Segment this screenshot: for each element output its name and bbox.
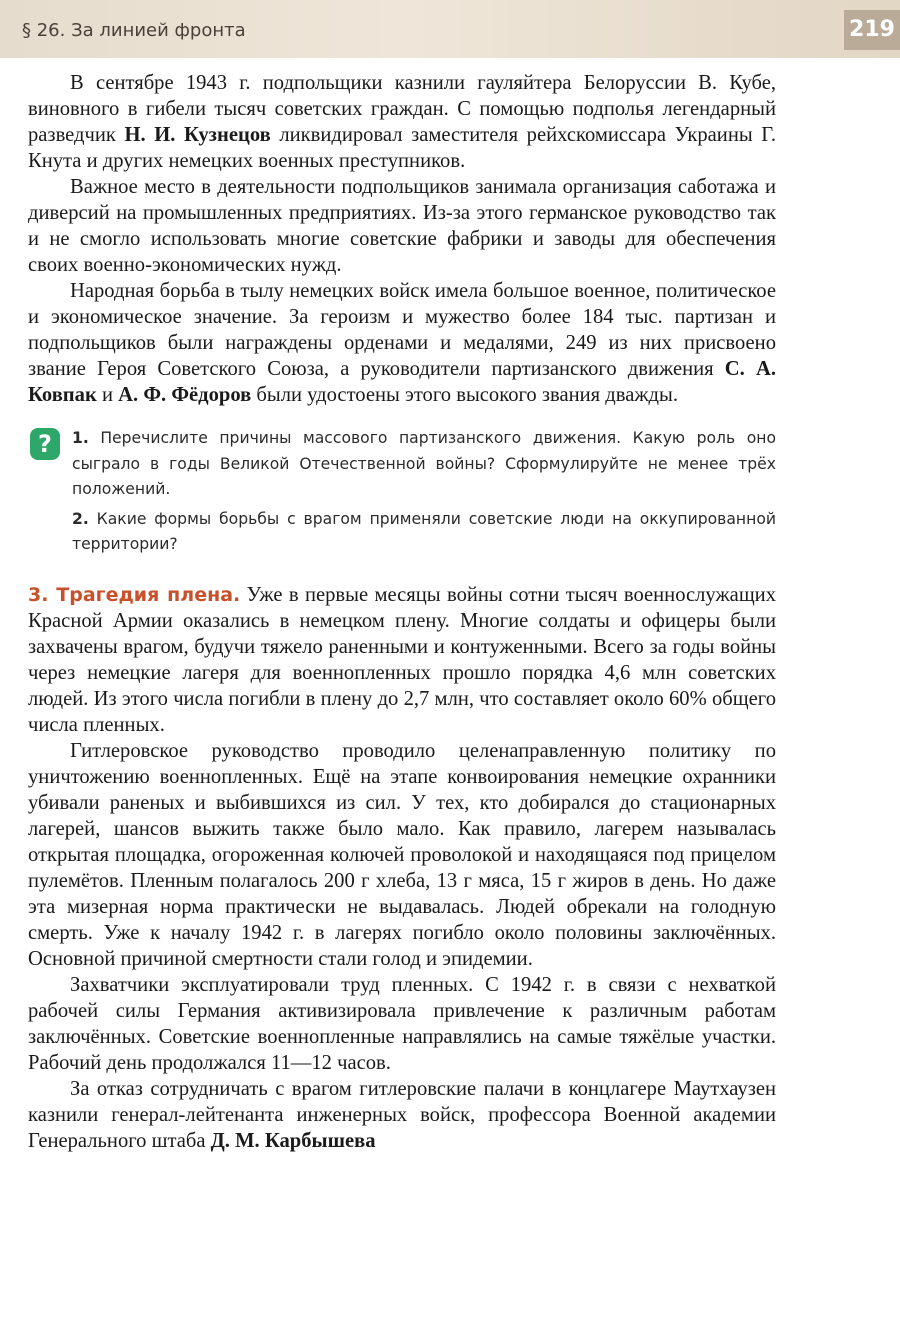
section-heading: 3. Трагедия плена. [28,583,241,606]
page-content [28,70,776,1154]
paragraph-text: Народная борьба в тылу немецких войск имела большое военное, политическое и экономическое значение. За героизм и мужество более 184 тыс. партизан и подпольщиков были награждены орденами и медалями, 249 из них присвоено звание Героя Советского Союза, а руководители партизанского движения [28,280,776,380]
paragraph-text: ликвидировал заместителя рейхскомиссара Украины Г. Кнута и других немецких военных преступников. [28,124,776,172]
question-number: 1. [72,429,89,447]
page-number: 219 [844,10,900,50]
paragraph-people-struggle [28,278,776,408]
bold-name: Д. М. Карбышева [210,1129,376,1152]
question-item [72,507,776,558]
bold-name: Н. И. Кузнецов [124,124,271,146]
paragraph-sabotage [28,174,776,278]
question-mark-icon: ? [30,428,60,460]
question-text: Какие формы борьбы с врагом применяли советские люди на оккупированной территории? [72,509,776,553]
section-title: § 26. За линией фронта [22,20,246,41]
question-item [72,426,776,503]
paragraph-extermination-policy [28,738,776,972]
paragraph-text: и [96,384,119,406]
bold-name: С. А. Ковпак [28,358,776,406]
paragraph-karbyshev [28,1076,776,1154]
paragraph-text: Уже в первые месяцы войны сотни тысяч военнослужащих Красной Армии оказались в немецком плену. Многие солдаты и офицеры были захвачены врагом, будучи тяжело раненными и контуженными. Всего за годы войны через немецкие лагеря для военнопленных прошло порядка 4,6 млн советских людей. Из этого числа погибли в плену до 2,7 млн, что составляет около 60% общего числа пленных. [28,583,776,736]
paragraph-captivity-intro [28,582,776,738]
paragraph-forced-labor [28,972,776,1076]
page-header [0,0,900,58]
paragraph-text: В сентябре 1943 г. подпольщики казнили гауляйтера Белоруссии В. Кубе, виновного в гибели тысяч советских граждан. С помощью подполья легендарный разведчик [28,72,776,146]
paragraph-text: За отказ сотрудничать с врагом гитлеровские палачи в концлагере Маутхаузен казнили генерал-лейтенанта инженерных войск, профессора Военной академии Генерального штаба [28,1077,776,1152]
question-text: Перечислите причины массового партизанского движения. Какую роль оно сыграло в годы Великой Отечественной войны? Сформулируйте не менее трёх положений. [72,429,776,498]
review-questions [28,426,776,558]
paragraph-text: Важное место в деятельности подпольщиков занимала организация саботажа и диверсий на промышленных предприятиях. Из-за этого германское руководство так и не смогло использовать многие советские фабрики и заводы для обеспечения своих военно-экономических нужд. [28,176,776,276]
paragraph-kuznetsov [28,70,776,174]
question-number: 2. [72,509,89,528]
paragraph-text: были удостоены этого высокого звания дважды. [251,384,679,406]
bold-name: А. Ф. Фёдоров [118,384,252,406]
paragraph-text: Захватчики эксплуатировали труд пленных. С 1942 г. в связи с нехваткой рабочей силы Германия активизировала привлечение к различным работам заключённых. Советские военнопленные направлялись на самые тяжёлые участки. Рабочий день продолжался 11—12 часов. [28,973,776,1074]
paragraph-text: Гитлеровское руководство проводило целенаправленную политику по уничтожению военнопленных. Ещё на этапе конвоирования немецкие охранники убивали раненых и выбившихся из сил. У тех, кто добирался до стационарных лагерей, шансов выжить также было мало. Как правило, лагерем называлась открытая площадка, огороженная колючей проволокой и находящаяся под прицелом пулемётов. Пленным полагалось 200 г хлеба, 13 г мяса, 15 г жиров в день. Но даже эта мизерная норма практически не выдавалась. Людей обрекали на голодную смерть. Уже к началу 1942 г. в лагерях погибло около половины заключённых. Основной причиной смертности стали голод и эпидемии. [28,739,776,970]
